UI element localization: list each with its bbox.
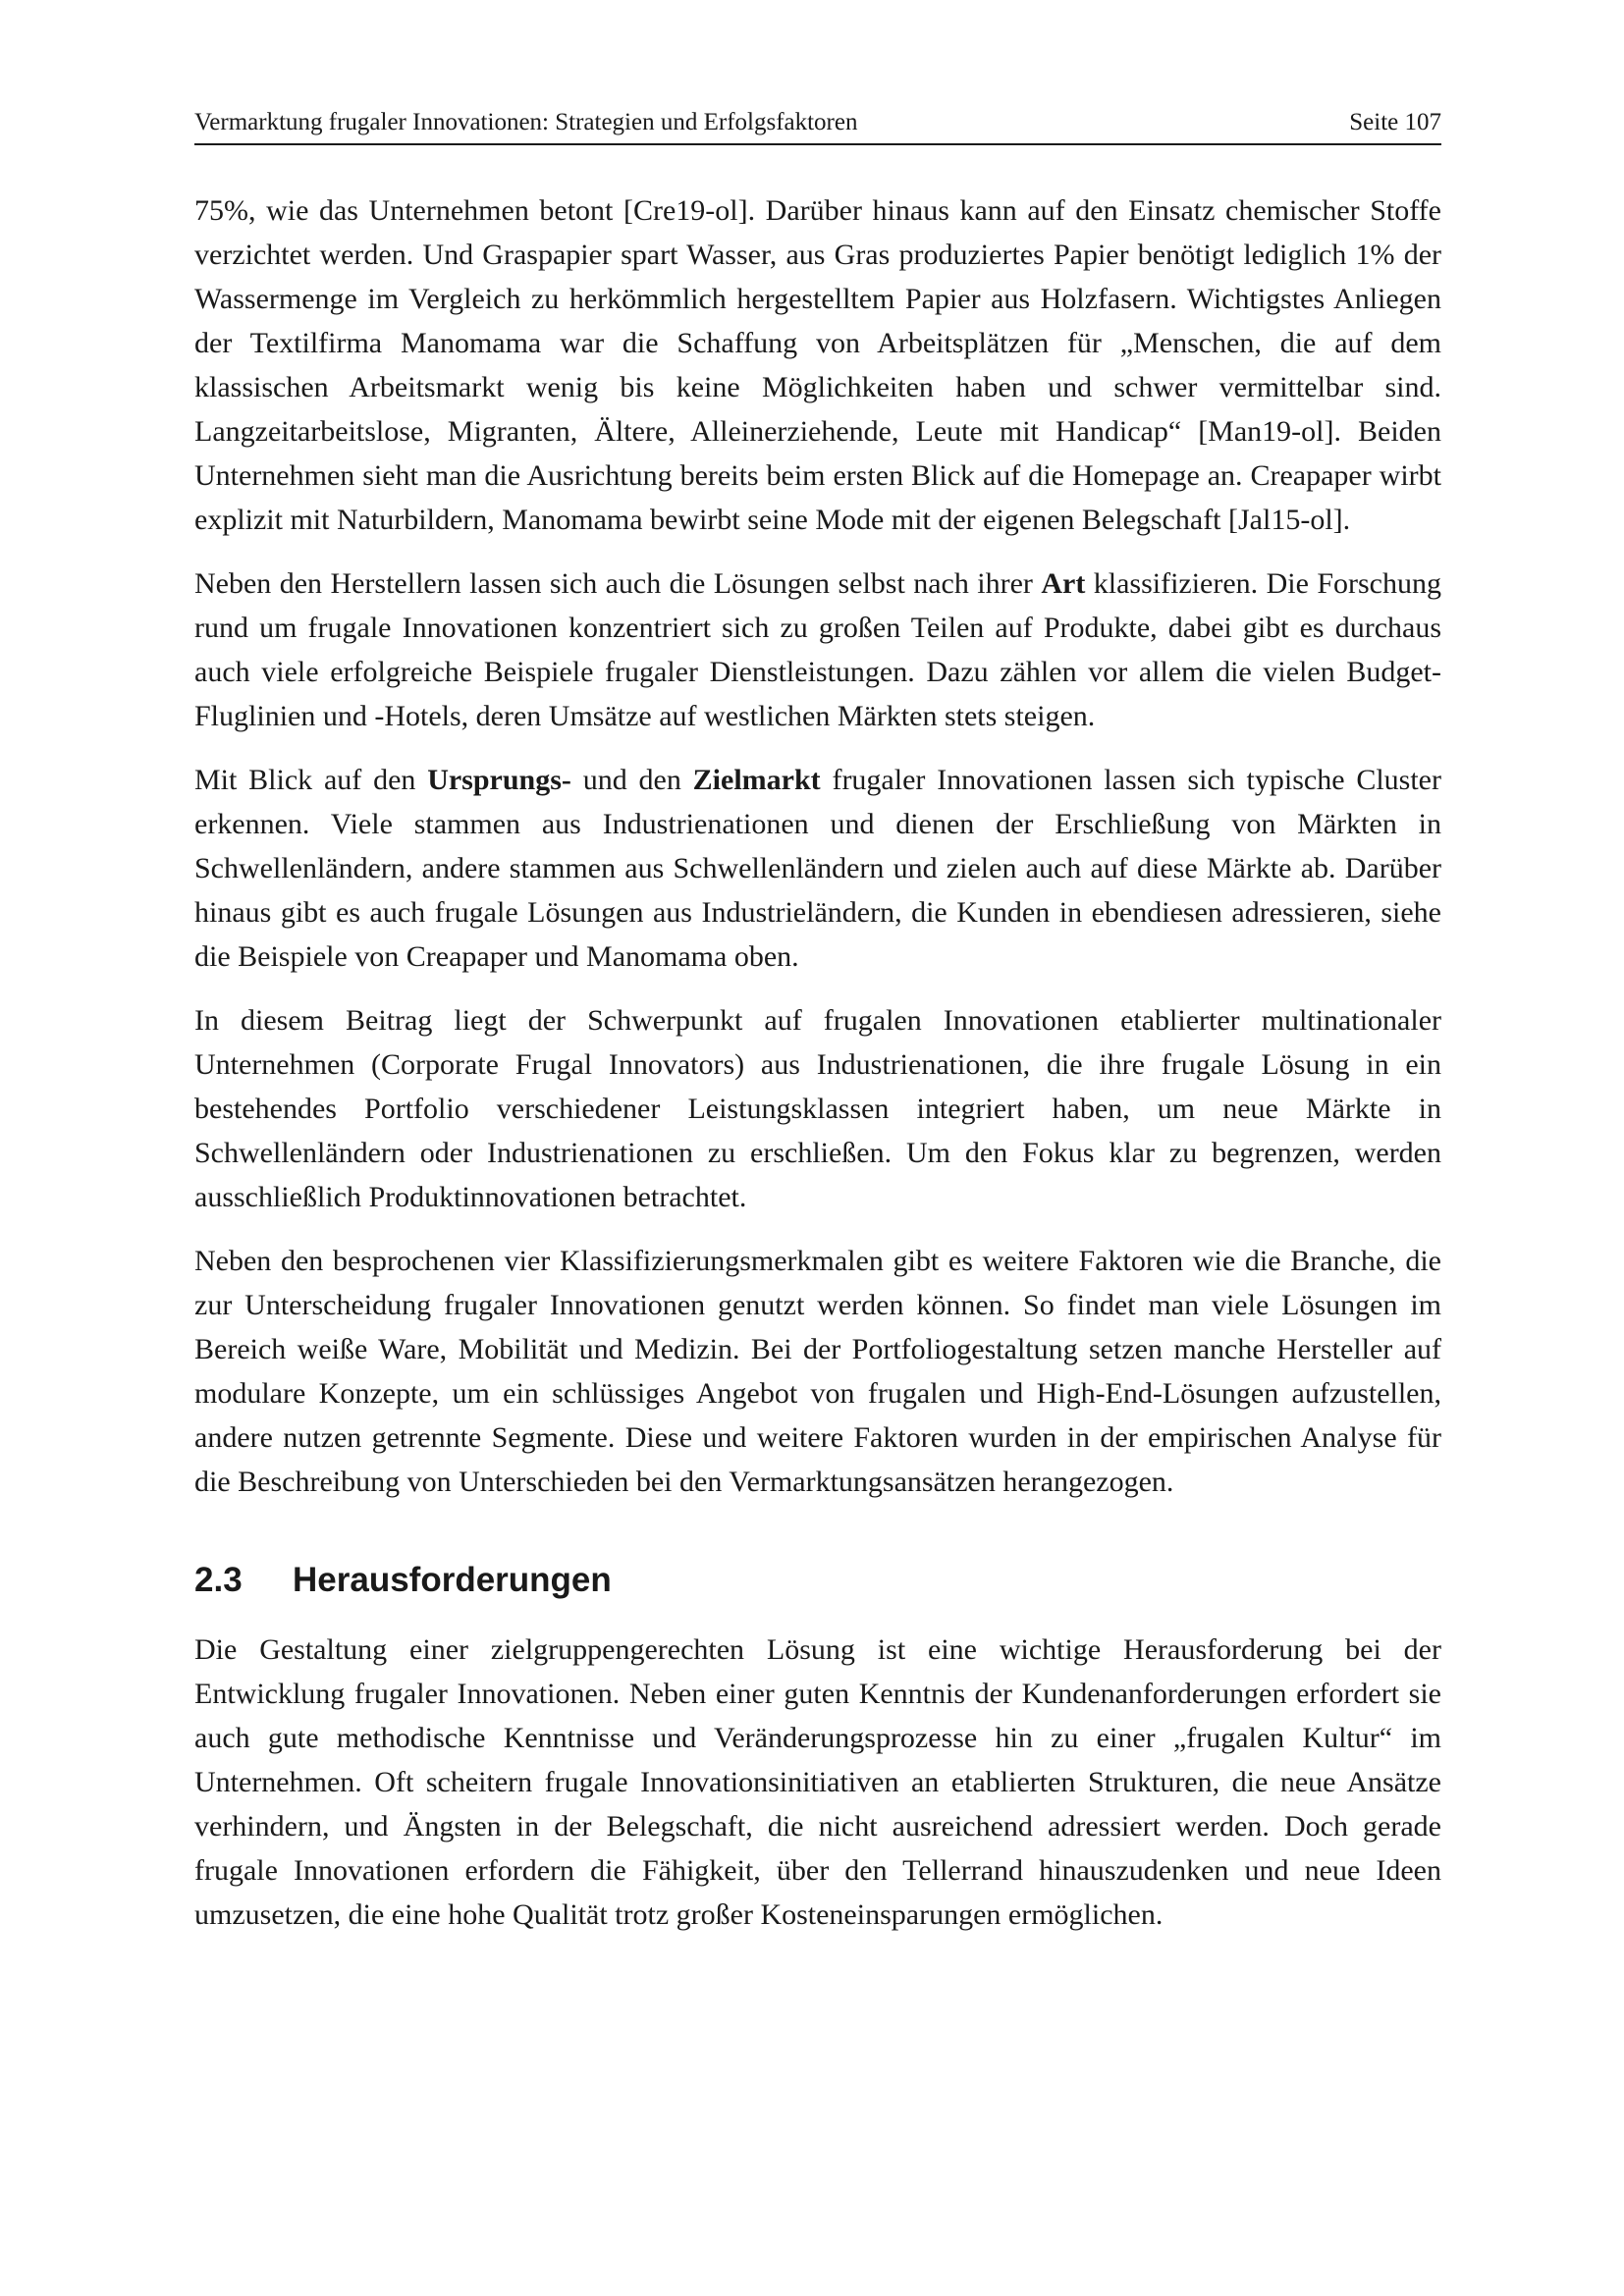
paragraph-2-text: Neben den Herstellern lassen sich auch die Lösungen selbst nach ihrer — [194, 567, 1042, 600]
page — [194, 108, 1441, 1956]
term-ursprungs: Ursprungs- — [427, 764, 571, 796]
paragraph-3-text-mid: und den — [570, 764, 693, 796]
section-paragraph: Die Gestaltung einer zielgruppengerechten Lösung ist eine wichtige Herausforderung bei der Entwicklung frugaler Innovationen. Neben einer guten Kenntnis der Kundenanforderungen erfordert sie auch gute methodische Kenntnisse und Veränderungsprozesse hin zu einer „frugalen Kultur“ im Unternehmen. Oft scheitern frugale Innovationsinitiativen an etablierten Strukturen, die neue Ansätze verhindern, und Ängsten in der Belegschaft, die nicht ausreichend adressiert werden. Doch gerade frugale Innovationen erfordern die Fähigkeit, über den Tellerrand hinauszudenken und neue Ideen umzusetzen, die eine hohe Qualität trotz großer Kosteneinsparungen ermöglichen. — [194, 1633, 1441, 1931]
paragraph-3-text-cont: frugaler Innovationen lassen sich typische Cluster erkennen. Viele stammen aus Industrienationen und dienen der Erschließung von Märkten in Schwellenländern, andere stammen aus Schwellenländern und zielen auch auf diese Märkte ab. Darüber hinaus gibt es auch frugale Lösungen aus Industrieländern, die Kunden in ebendiesen adressieren, siehe die Beispiele von Creapaper und Manomama oben. — [194, 764, 1441, 973]
term-art: Art — [1041, 567, 1086, 600]
body-text — [194, 188, 1441, 1937]
paragraph-2-text-cont: klassifizieren. Die Forschung rund um frugale Innovationen konzentriert sich zu großen Teilen auf Produkte, dabei gibt es durchaus auch viele erfolgreiche Beispiele frugaler Dienstleistungen. Dazu zählen vor allem die vielen Budget-Fluglinien und -Hotels, deren Umsätze auf westlichen Märkten stets steigen. — [194, 567, 1441, 732]
running-header — [194, 108, 1441, 145]
page-number: Seite 107 — [1349, 109, 1441, 135]
term-zielmarkt: Zielmarkt — [692, 764, 821, 796]
paragraph-2 — [194, 561, 1441, 738]
paragraph-3 — [194, 758, 1441, 979]
paragraph-3-text: Mit Blick auf den — [194, 764, 428, 796]
paragraph-1: 75%, wie das Unternehmen betont [Cre19-ol]. Darüber hinaus kann auf den Einsatz chemischer Stoffe verzichtet werden. Und Graspapier spart Wasser, aus Gras produziertes Papier benötigt lediglich 1% der Wassermenge im Vergleich zu herkömmlich hergestelltem Papier aus Holzfasern. Wichtigstes Anliegen der Textilfirma Manomama war die Schaffung von Arbeitsplätzen für „Menschen, die auf dem klassischen Arbeitsmarkt wenig bis keine Möglichkeiten haben und schwer vermittelbar sind. Langzeitarbeitslose, Migranten, Ältere, Alleinerziehende, Leute mit Handicap“ [Man19-ol]. Beiden Unternehmen sieht man die Ausrichtung bereits beim ersten Blick auf die Homepage an. Creapaper wirbt explizit mit Naturbildern, Manomama bewirbt seine Mode mit der eigenen Belegschaft [Jal15-ol]. — [194, 194, 1441, 536]
section-title: Herausforderungen — [293, 1561, 612, 1599]
paragraph-4: In diesem Beitrag liegt der Schwerpunkt auf frugalen Innovationen etablierter multinationaler Unternehmen (Corporate Frugal Innovators) aus Industrienationen, die ihre frugale Lösung in ein bestehendes Portfolio verschiedener Leistungsklassen integriert haben, um neue Märkte in Schwellenländern oder Industrienationen zu erschließen. Um den Fokus klar zu begrenzen, werden ausschließlich Produktinnovationen betrachtet. — [194, 1004, 1441, 1213]
running-title: Vermarktung frugaler Innovationen: Strategien und Erfolgsfaktoren — [194, 109, 858, 135]
paragraph-5: Neben den besprochenen vier Klassifizierungsmerkmalen gibt es weitere Faktoren wie die Branche, die zur Unterscheidung frugaler Innovationen genutzt werden können. So findet man viele Lösungen im Bereich weiße Ware, Mobilität und Medizin. Bei der Portfoliogestaltung setzen manche Hersteller auf modulare Konzepte, um ein schlüssiges Angebot von frugalen und High-End-Lösungen aufzustellen, andere nutzen getrennte Segmente. Diese und weitere Faktoren wurden in der empirischen Analyse für die Beschreibung von Unterschieden bei den Vermarktungsansätzen herangezogen. — [194, 1245, 1441, 1498]
section-number: 2.3 — [194, 1561, 243, 1599]
section-heading — [194, 1559, 1441, 1602]
